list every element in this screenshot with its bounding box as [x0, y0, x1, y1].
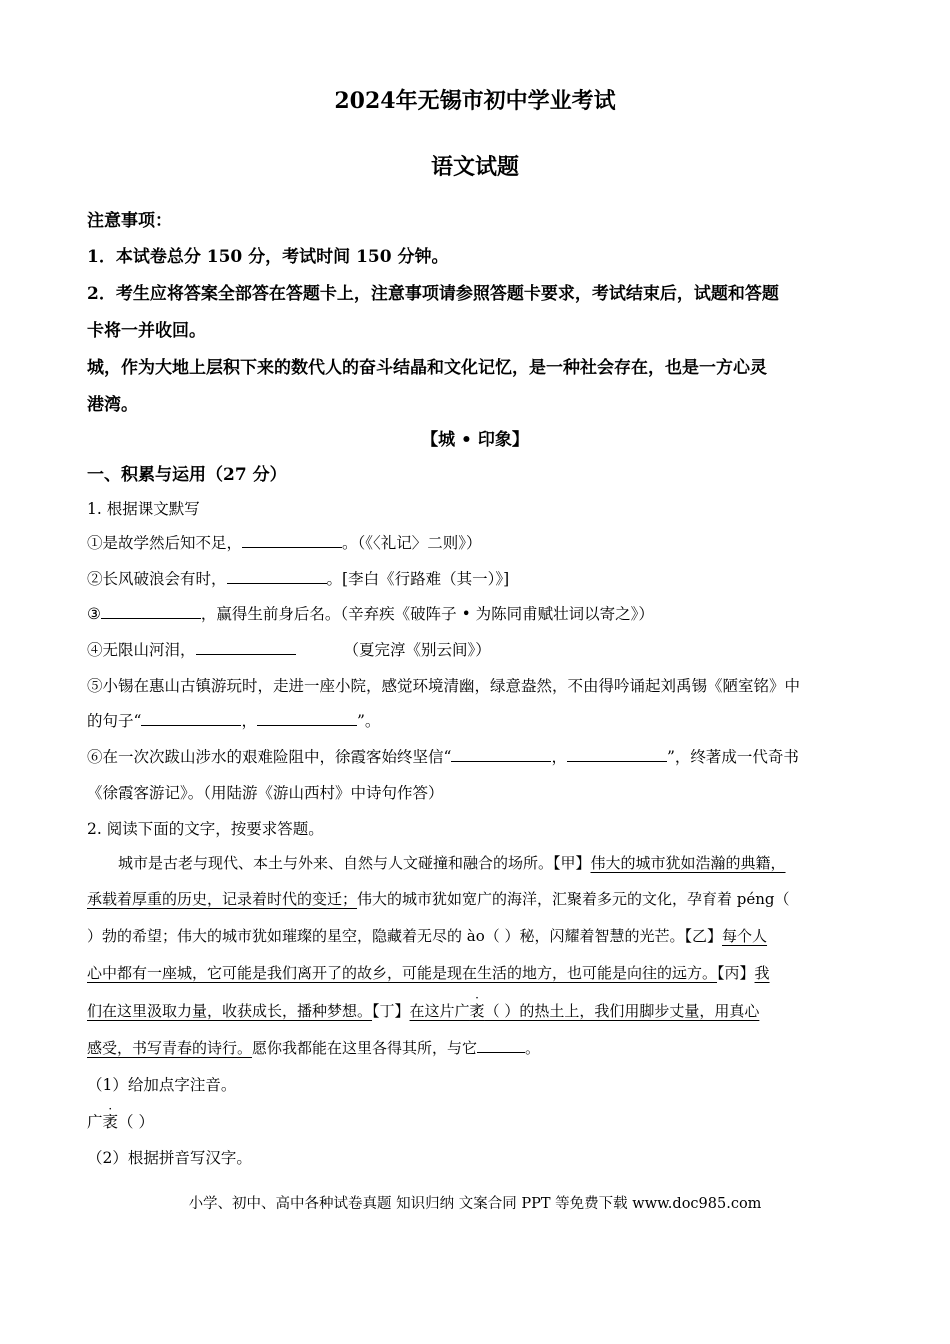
q1-item-1 — [87, 531, 482, 553]
passage-text: 。 — [525, 1039, 541, 1057]
intro-line-1: 城，作为大地上层积下来的数代人的奋斗结晶和文化记忆，是一种社会存在，也是一方心灵 — [87, 358, 767, 378]
passage-underlined-text: （ ）的热土上，我们用脚步丈量，用真心 — [484, 1002, 760, 1020]
q1-item-3-pre: ③ — [87, 605, 101, 623]
passage-underlined-text: 每个人 — [722, 927, 768, 945]
q1-item-4 — [87, 638, 491, 660]
theme-heading: 【城 • 印象】 — [421, 430, 529, 450]
q1-item-2 — [87, 567, 509, 589]
q1-item-5-pre: 的句子“ — [87, 712, 142, 730]
answer-blank[interactable] — [477, 1037, 525, 1053]
q2-sub-1-word — [87, 1110, 154, 1132]
q1-item-5-mid: ， — [241, 712, 257, 730]
q1-item-1-pre: ①是故学然后知不足， — [87, 534, 243, 552]
dotted-character: 袤 — [102, 1113, 119, 1131]
passage-underlined-text: 我 — [754, 964, 770, 982]
q1-item-2-pre: ②长风破浪会有时， — [87, 570, 227, 588]
exam-title: 2024年无锡市初中学业考试 — [334, 88, 616, 114]
answer-blank[interactable] — [451, 746, 551, 763]
passage-line-5 — [87, 1000, 759, 1021]
q2-sub-1: （1）给加点字注音。 — [87, 1076, 237, 1094]
word-char: 广 — [87, 1113, 103, 1131]
passage-underlined-text: 们在这里汲取力量，收获成长，播种梦想。 — [87, 1002, 373, 1020]
passage-text: 【丙】 — [717, 964, 755, 982]
section-1-heading: 一、积累与运用（27 分） — [87, 465, 287, 485]
q1-item-3 — [87, 602, 654, 624]
passage-text: 愿你我都能在这里各得其所，与它 — [252, 1039, 478, 1057]
passage-underlined-text: 伟大的城市犹如浩瀚的典籍， — [590, 854, 786, 872]
q1-item-2-post: 。[李白《行路难（其一）》] — [326, 570, 510, 588]
passage-underlined-text: 承载着厚重的历史，记录着时代的变迁； — [87, 890, 358, 908]
q1-item-3-post: ，赢得生前身后名。（辛弃疾《破阵子 • 为陈同甫赋壮词以寄之》） — [200, 605, 654, 623]
q1-stem: 1. 根据课文默写 — [87, 500, 200, 518]
q1-item-6-line-1 — [87, 745, 799, 767]
answer-blank[interactable] — [257, 710, 357, 727]
answer-blank[interactable] — [196, 639, 296, 656]
notice-item-1: 1．本试卷总分 150 分，考试时间 150 分钟。 — [87, 247, 449, 267]
exam-subtitle: 语文试题 — [430, 154, 519, 180]
q1-item-1-post: 。（《〈礼记〉二则》） — [342, 534, 482, 552]
passage-text: 城市是古老与现代、本土与外来、自然与人文碰撞和融合的场所。【甲】 — [118, 854, 591, 872]
answer-blank[interactable] — [141, 710, 241, 727]
q1-item-6-post: ”，终著成一代奇书 — [666, 748, 799, 766]
passage-underlined-text: 感受，书写青春的诗行。 — [87, 1039, 253, 1057]
intro-line-2: 港湾。 — [87, 395, 138, 415]
q1-item-6-line-2: 《徐霞客游记》。（用陆游《游山西村》中诗句作答） — [87, 784, 444, 802]
passage-line-4 — [87, 962, 770, 983]
answer-blank[interactable] — [101, 603, 201, 620]
q2-sub-2: （2）根据拼音写汉字。 — [87, 1149, 252, 1167]
q1-item-6-pre: ⑥在一次次跋山涉水的艰难险阻中，徐霞客始终坚信“ — [87, 748, 452, 766]
q1-item-4-pre: ④无限山河泪， — [87, 641, 196, 659]
passage-line-6 — [87, 1037, 540, 1058]
passage-line-2 — [87, 888, 790, 909]
passage-text: ）勃的希望；伟大的城市犹如璀璨的星空，隐藏着无尽的 ào（ ）秘，闪耀着智慧的光芒。【乙】 — [87, 927, 723, 945]
q1-item-4-post: （夏完淳《别云间》） — [343, 641, 491, 659]
dotted-character: 袤 — [469, 1002, 485, 1020]
passage-line-3 — [87, 925, 767, 946]
passage-underlined-text: 在这片广 — [409, 1002, 470, 1020]
q2-stem: 2. 阅读下面的文字，按要求答题。 — [87, 820, 324, 838]
passage-line-1 — [118, 852, 786, 873]
notice-heading: 注意事项： — [87, 211, 172, 231]
notice-item-2-line-1: 2．考生应将答案全部答在答题卡上，注意事项请参照答题卡要求，考试结束后，试题和答题 — [87, 284, 779, 304]
passage-text: 伟大的城市犹如宽广的海洋，汇聚着多元的文化，孕育着 péng（ — [357, 890, 790, 908]
q1-item-5-line-2 — [87, 709, 380, 731]
page-footer: 小学、初中、高中各种试卷真题 知识归纳 文案合同 PPT 等免费下载 www.doc985.com — [188, 1196, 762, 1212]
q1-item-6-mid: ， — [551, 748, 567, 766]
answer-blank[interactable] — [567, 746, 667, 763]
passage-underlined-text: 心中都有一座城，它可能是我们离开了的故乡，可能是现在生活的地方，也可能是向往的远方。 — [87, 964, 718, 982]
answer-blank[interactable] — [242, 532, 342, 549]
answer-blank[interactable] — [227, 568, 327, 585]
answer-paren[interactable]: （ ） — [118, 1113, 154, 1131]
notice-item-2-line-2: 卡将一并收回。 — [87, 321, 206, 341]
q1-item-5-post: ”。 — [356, 712, 381, 730]
passage-text: 【丁】 — [372, 1002, 410, 1020]
q1-item-5-line-1: ⑤小锡在惠山古镇游玩时，走进一座小院，感觉环境清幽，绿意盎然，不由得吟诵起刘禹锡《陋室铭》中 — [87, 677, 801, 695]
